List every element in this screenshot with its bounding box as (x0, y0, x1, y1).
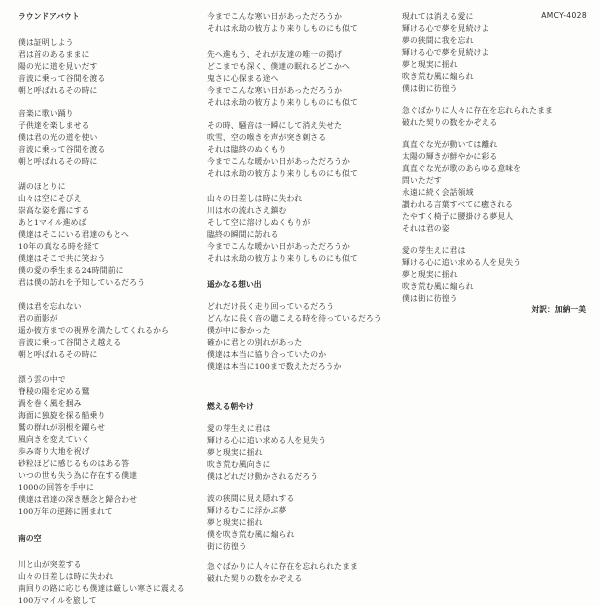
lyric-line: 僕達は君達の深き懸念と歸合わせ (18, 495, 138, 504)
lyric-line: 破れた契りの数をかぞえる (207, 574, 303, 583)
lyric-line: 夢の狭間に我を忘れ (402, 36, 474, 45)
lyric-line: 僕達はそこで共に笑おう (18, 254, 106, 263)
lyric-line: 100万年の逆跡に囲まれて (18, 507, 113, 516)
catalog-number: AMCY-4028 (541, 11, 587, 20)
lyric-line: 急ぐばかりに人々に存在を忘れられたまま (207, 562, 358, 571)
lyric-line: 今までこんな寒い日があっただろうか (207, 12, 343, 21)
lyric-line: どこまでも深く、僕達の眠れるどこかへ (207, 62, 350, 71)
lyric-line: 確かに君との別れがあった (207, 338, 303, 347)
lyric-line: 輝ける心に追い求める人を見失う (402, 258, 522, 267)
lyric-line: 海面に独旋を探る船乗り (18, 411, 106, 420)
lyric-line: 臨終の瞬間に訪れる (207, 230, 279, 239)
lyric-line: 急ぐばかりに人々に存在を忘れられたまま (402, 106, 553, 115)
lyric-line: 真直ぐな光が動いては離れ (402, 140, 498, 149)
lyric-line: 夢と現実に揺れ (207, 518, 263, 527)
lyric-line: 僕は街に彷徨う (402, 294, 458, 303)
lyric-line: それは永劫の彼方より来りしものにも似て (207, 98, 358, 107)
lyric-line: あと1マイル進めば (18, 218, 87, 227)
lyric-line: 歩み寄り大地を祝げ (18, 447, 90, 456)
lyric-line: それは臨終のぬくもり (207, 145, 287, 154)
lyric-line: 音波に乗って谷間さえ越える (18, 338, 122, 347)
lyric-line: 川と山が突差する (18, 560, 82, 569)
lyric-line: 陽の光に道を見いだす (18, 62, 98, 71)
lyric-line: 風向きを変えていく (18, 435, 90, 444)
lyric-line: どれだけ長く走り回っているだろう (207, 302, 335, 311)
lyric-line: 朝と呼ばれるその時に (18, 350, 98, 359)
lyric-line: 脊稜の陽を定める鷲 (18, 387, 90, 396)
lyric-line: 山々の日差しは時に失われ (18, 572, 114, 581)
lyric-line: 僕は街に彷徨う (402, 84, 458, 93)
lyric-line: 鬼さに心保まる途へ (207, 74, 279, 83)
lyric-line: 崇高な姿を露にする (18, 206, 90, 215)
lyric-line: 破れた契りの数をかぞえる (402, 118, 498, 127)
lyric-line: 子供達を楽しませる (18, 121, 90, 130)
song-title: 遥かなる想い出 (207, 280, 262, 289)
lyric-line: 朝と呼ばれるその時に (18, 157, 98, 166)
lyric-line: 鷲の群れが羽根を躍らせ (18, 423, 106, 432)
song-title: ラウンドアバウト (18, 12, 80, 21)
lyric-line: 10年の真なる時を経て (18, 242, 100, 251)
lyric-line: その時、騒音は一瞬にして消え失せた (207, 121, 343, 130)
song-title: 燃える朝やけ (207, 402, 254, 411)
lyric-line: 現れては消える愛に (402, 12, 474, 21)
lyric-line: 1000の回答を手中に (18, 483, 95, 492)
lyric-line: それは君の姿 (402, 224, 450, 233)
lyric-line: 僕を吹き荒む風に煽られ (207, 530, 295, 539)
lyric-line: 砂粒ほどに感じるものはある答 (18, 459, 130, 468)
lyric-line: 僕が中に参かった (207, 326, 271, 335)
lyric-line: それは永劫の彼方より来りしものにも似て (207, 254, 358, 263)
lyric-line: いつの世も失う為に存在する僕達 (18, 471, 138, 480)
lyric-line: たやすく椅子に腰掛ける夢見人 (402, 212, 514, 221)
lyric-line: 君は僕の訪れを予知しているだろう (18, 278, 146, 287)
lyric-line: 渦を巻く風を掴み (18, 399, 82, 408)
lyric-line: 輝ける心で夢を見続けよ (402, 48, 490, 57)
lyric-line: 漂う雲の中で (18, 375, 66, 384)
lyric-line: 今までこんな寒い日があっただろうか (207, 86, 343, 95)
lyric-line: 讃われる言葉すべてに癒される (402, 200, 514, 209)
lyric-line: 朝と呼ばれるその時に (18, 86, 98, 95)
lyric-line: 今までこんな暖かい日があっただろうか (207, 242, 350, 251)
lyric-line: どんなに長く音の聴こえる時を待っているだろう (207, 314, 382, 323)
lyric-line: 太陽の輝きが鮮やかに彩る (402, 152, 498, 161)
lyric-line: 愛の芽生えに君は (207, 424, 271, 433)
lyric-line: それは永劫の彼方より来りしものにも似て (207, 169, 358, 178)
lyric-line: 僕は証明しよう (18, 38, 74, 47)
lyric-line: 僕は君の光の道を使い (18, 133, 98, 142)
lyric-line: 先へ進もう、それが友達の唯一の掲げ (207, 50, 343, 59)
lyric-line: 僕の愛の季生まる24時間前に (18, 266, 124, 275)
lyric-line: 吹雪、空の喉きを声が突き刺さる (207, 133, 327, 142)
lyric-line: 音波に乗って谷間を渡る (18, 145, 106, 154)
lyric-line: 音楽に歌い踊り (18, 109, 74, 118)
lyric-line: 僕達はそこにいる君達のもとへ (18, 230, 129, 239)
lyric-line: 輝けるむこに浮かぶ夢 (207, 506, 287, 515)
lyric-line: 愛の芽生えに君は (402, 246, 466, 255)
lyric-line: 僕達は本当に100まで数えただろうか (207, 362, 342, 371)
lyric-line: 川は水の流れさえ鎮む (207, 206, 287, 215)
lyric-line: 夢と現実に揺れ (207, 448, 263, 457)
lyric-line: 輝ける心で夢を見続けよ (402, 24, 490, 33)
lyric-line: 永遠に続く会話領域 (402, 188, 474, 197)
lyric-line: 湖のほとりに (18, 182, 66, 191)
lyric-line: 夢と現実に揺れ (402, 270, 458, 279)
lyric-line: 山々は空にそびえ (18, 194, 82, 203)
lyric-line: 問いただす (402, 176, 442, 185)
lyric-line: 音波に乗って谷間を渡る (18, 74, 106, 83)
lyric-line: 山々の日差しは時に失われ (207, 194, 303, 203)
lyric-line: それは永劫の彼方より来りしものにも似て (207, 24, 358, 33)
lyric-line: 君の面影が (18, 314, 58, 323)
lyric-line: 僕は君を忘れない (18, 302, 82, 311)
lyric-line: 真直ぐな光が歌のあらゆる意味を (402, 164, 522, 173)
lyric-line: 100万マイルを旅して (18, 596, 97, 605)
lyric-line: 僕はどれだけ動かされるだろう (207, 472, 319, 481)
lyric-line: 君は首のあるままに (18, 50, 90, 59)
lyric-line: 波の狭間に見え隠れする (207, 494, 295, 503)
lyric-line: 輝ける心に追い求める人を見失う (207, 436, 327, 445)
lyric-line: 吹き荒む風向きに (207, 460, 271, 469)
translator-credit: 対訳：加納一美 (531, 305, 586, 314)
song-title: 南の空 (18, 534, 42, 543)
lyric-line: 吹き荒む風に煽られ (402, 72, 474, 81)
lyric-line: 街に彷徨う (207, 542, 247, 551)
lyric-line: そして空に溶けしぬくもりが (207, 218, 311, 227)
lyric-line: 今までこんな暖かい日があっただろうか (207, 157, 350, 166)
lyric-line: 南回りの路に応じも僕達は厳しい寒さに震える (18, 584, 185, 593)
lyric-line: 遥か彼方までの視界を満たしてくれるから (18, 326, 169, 335)
lyric-line: 僕達は本当に協り合っていたのか (207, 350, 327, 359)
lyric-line: 吹き荒む風に煽られ (402, 282, 474, 291)
lyric-line: 夢と現実に揺れ (402, 60, 458, 69)
